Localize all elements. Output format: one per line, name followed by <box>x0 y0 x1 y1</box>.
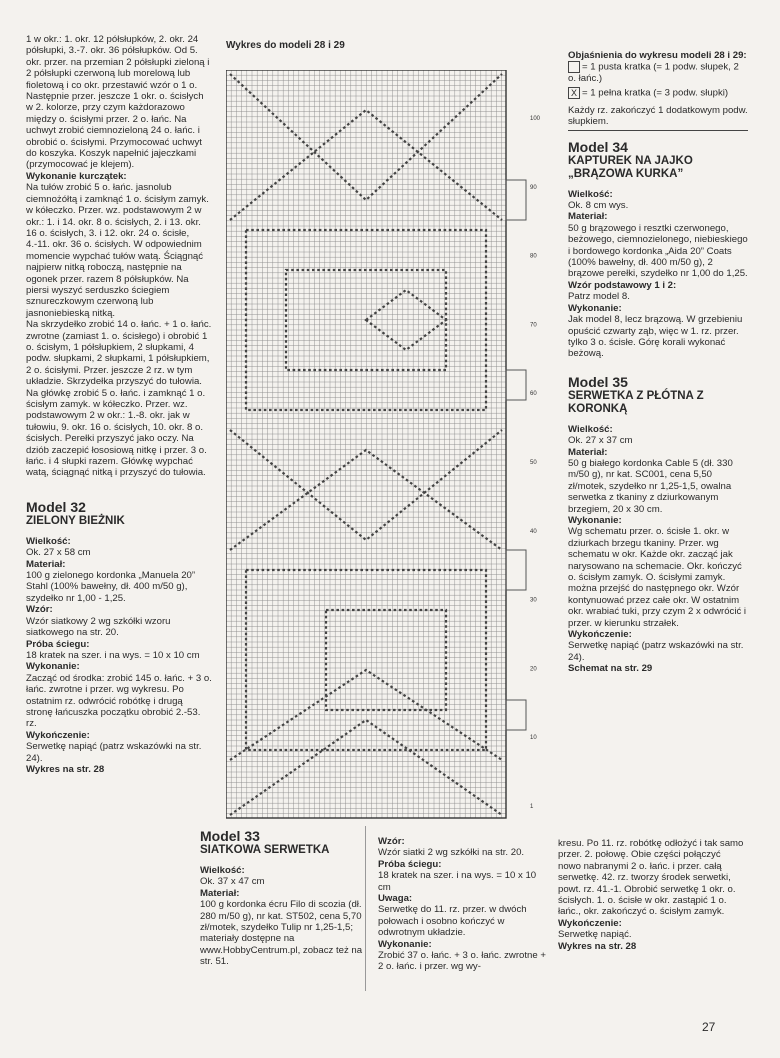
chart-row-label: 90 <box>530 184 537 191</box>
model33-size: Ok. 37 x 47 cm <box>200 876 265 888</box>
model33-work-heading: Wykonanie: <box>378 938 432 950</box>
model33-title: Model 33 <box>200 828 260 844</box>
filet-chart <box>226 70 556 820</box>
model32-subtitle: ZIELONY BIEŻNIK <box>26 514 125 527</box>
model35-size-heading: Wielkość: <box>568 423 613 435</box>
legend-full-text: = 1 pełna kratka (= 3 podw. słupki) <box>582 87 729 99</box>
chart-row-label: 30 <box>530 597 537 604</box>
model34-pattern-heading: Wzór podstawowy 1 i 2: <box>568 279 677 291</box>
model32-finish-heading: Wykończenie: <box>26 729 90 741</box>
chart-border <box>226 70 506 818</box>
legend-note: Każdy rz. zakończyć 1 dodatkowym podw. słupkiem. <box>568 104 748 128</box>
chart-row-label: 50 <box>530 460 537 466</box>
kurczatek-heading: Wykonanie kurczątek: <box>26 170 127 182</box>
model34-work: Jak model 8, lecz brązową. W grzebieniu opuścić czwarty ząb, więc w 1. rz. przer. tylko 3 o. ścisłe. Górę korali wykonać beżową. <box>568 314 743 360</box>
model33-subtitle: SIATKOWA SERWETKA <box>200 844 330 856</box>
intro-text: 1 w okr.: 1. okr. 12 półsłupków, 2. okr. 24 półsłupki, 3.-7. okr. 36 półsłupków. Od 5. okr. przer. na przemian 2 półsłupki zieloną i 2 półsłupki czerwoną lub morelową lub fioletową i co okr. przestawić wzór o 1 o. Następnie przer. jeszcze 1 okr. o. ścisłych w 2. kolorze, przy czym każdorazowo między o. ścisłymi przer. 2 o. łańc. Na uchwyt zrobić ciemnozieloną 24 o. łańc. i obrobić o. ścisłymi. Przymocować uchwyt do koszyka. Koszyk napełnić jajeczkami (przymocować je klejem). <box>26 34 210 171</box>
model33-material-heading: Materiał: <box>200 887 240 899</box>
chart-edge-tab <box>506 370 526 400</box>
chart-row-label: 100 <box>530 116 541 122</box>
chart-row-label: 80 <box>530 253 537 260</box>
model32-material-heading: Materiał: <box>26 558 66 570</box>
model32-gauge: 18 kratek na szer. i na wys. = 10 x 10 cm <box>26 649 200 661</box>
model32-chart-ref: Wykres na str. 28 <box>26 763 105 775</box>
model34-material-heading: Materiał: <box>568 211 608 223</box>
legend-full-row <box>568 87 748 99</box>
skrzydelko-text: Na skrzydełko zrobić 14 o. łańc. + 1 o. łańc. zwrotne (zamiast 1. o. ścisłego) i obrobić 1 o. ścisłym, 1 półsłupkiem, 2 słupkami, 4 podw. słupkami, 2 słupkami, 1 półsłupkiem, 2 o. ścisłymi. Przer. jeszcze 2 rz. w tym układzie. Skrzydełka przyszyć do tułowia. <box>26 319 212 388</box>
chart-motif <box>230 430 502 540</box>
chart-title: Wykres do modeli 28 i 29 <box>226 40 345 51</box>
model35-work-heading: Wykonanie: <box>568 514 622 526</box>
legend-title: Objaśnienia do wykresu modeli 28 i 29: <box>568 50 747 61</box>
model33-pattern-heading: Wzór: <box>378 836 405 847</box>
glowka-text: Na główkę zrobić 5 o. łańc. i zamknąć 1 o. ścisłym zamyk. w kółeczko. Przer. wz. podstawowym 2 w okr.: 1.-8. okr. jak w tułowiu, 9. okr. 16 o. ścisłych, 10. okr. 8 o. ścisłych. Perełki przyszyć jako oczy. Na dziób zaczepić łososiową nitkę i przer. 3 o. łańc. i 4 słupki razem. Główkę wypchać watą, ściągnąć nitką i przyszyć do tułowia. <box>26 387 207 479</box>
model33-right-column <box>558 838 744 952</box>
legend-empty-text: = 1 pusta kratka (= 1 podw. słupek, 2 o. łańc.) <box>568 61 739 85</box>
model32-size-heading: Wielkość: <box>26 535 71 547</box>
model33-pattern: Wzór siatki 2 wg szkółki na str. 20. <box>378 847 525 859</box>
model33-middle-column <box>378 836 550 973</box>
model34-pattern: Patrz model 8. <box>568 291 630 303</box>
model35-title: Model 35 <box>568 373 628 390</box>
legend-empty-row <box>568 61 748 84</box>
model33-column <box>200 828 368 968</box>
page-number: 27 <box>702 1020 716 1034</box>
model33-note-heading: Uwaga: <box>378 893 413 905</box>
model35-material: 50 g białego kordonka Cable 5 (dł. 330 m/50 g), nr kat. SC001, cena 5,50 zł/motek, szydełko nr 1,25-1,5, owalna serwetka z tkaniny z dziurkowanym brzegiem, 20 x 30 cm. <box>568 457 733 515</box>
chart-edge-tab <box>506 550 526 590</box>
model32-pattern-heading: Wzór: <box>26 604 53 616</box>
model33-size-heading: Wielkość: <box>200 865 245 876</box>
model34-work-heading: Wykonanie: <box>568 302 622 314</box>
chart-motif <box>230 110 502 220</box>
model32-pattern: Wzór siatkowy 2 wg szkółki wzoru siatkowego na str. 20. <box>26 615 171 639</box>
model33-material: 100 g kordonka écru Filo di scozia (dł. 280 m/50 g), nr kat. ST502, cena 5,70 zł/motek, szydełko Tulip nr 1,25-1,5; materiały dostępne na www.HobbyCentrum.pl, zobacz też na str. 51. <box>200 899 363 968</box>
model35-chart-ref: Schemat na str. 29 <box>568 663 653 675</box>
column-divider <box>365 826 366 991</box>
model34-material: 50 g brązowego i resztki czerwonego, beżowego, ciemnozielonego, niebieskiego i bordowego kordonka „Aida 20” Coats (100% bawełny, dł. 400 m/50 g), 2 brązowe perełki, szydełko nr 1,00 do 1,25. <box>568 222 748 280</box>
model34-title: Model 34 <box>568 138 628 155</box>
model35-size: Ok. 27 x 37 cm <box>568 435 633 447</box>
right-column <box>568 50 748 675</box>
chart-row-label: 20 <box>530 666 537 673</box>
chart-grid <box>226 70 506 818</box>
chart-motif <box>246 570 486 750</box>
chart-row-label: 40 <box>530 528 537 535</box>
model33-finish-heading: Wykończenie: <box>558 917 622 929</box>
left-column <box>26 34 212 775</box>
tulow-text: Na tułów zrobić 5 o. łańc. jasnolub ciemnożółtą i zamknąć 1 o. ścisłym zamyk. w kółeczko. Przer. wz. podstawowym 2 w okr.: 1. i 14. okr. 8 o. ścisłych, 2. i 13. okr. 16 o. ścisłych, 3. i 12. okr. 24 o. ścisłe, 4.-11. okr. 36 o. ścisłych. W odpowiednim momencie wypchać tułów watą. Ściągnąć najpierw nitką roboczą, następnie na ogonek przer. razem 8 półsłupków. Na piersi wyszyć serduszko ściegiem sznureczkowym czerwoną lub jasnoniebieską nitką. <box>26 182 209 319</box>
model35-subtitle: SERWETKA Z PŁÓTNA Z KORONKĄ <box>568 389 704 415</box>
model32-work-heading: Wykonanie: <box>26 661 80 673</box>
model34-subtitle: KAPTUREK NA JAJKO „BRĄZOWA KURKA” <box>568 154 693 180</box>
filled-square-icon: X <box>568 87 580 99</box>
model32-size: Ok. 27 x 58 cm <box>26 547 91 559</box>
model33-note: Serwetkę do 11. rz. przer. w dwóch połowach i osobno kończyć w odwrotnym układzie. <box>378 904 527 939</box>
model32-finish: Serwetkę napiąć (patrz wskazówki na str. 24). <box>26 741 202 764</box>
model35-work: Wg schematu przer. o. ścisłe 1. okr. w dziurkach brzegu tkaniny. Przer. wg schematu w okr. Każde okr. zacząć jak narysowano na schemacie. Okr. kończyć o. ścisłym zamyk. O. ścisłymi zamyk. można przejść do następnego okr. Wzór kontynuować przez całe okr. W ostatnim okr. wrabiać tuki, przy czym 2 x odwrócić i przer. w kierunku strzałek. <box>568 526 747 629</box>
empty-square-icon <box>568 61 580 73</box>
divider <box>568 130 748 131</box>
model35-finish-heading: Wykończenie: <box>568 629 632 641</box>
chart-row-label: 1 <box>530 804 534 810</box>
model33-work: Zrobić 37 o. łańc. + 3 o. łańc. zwrotne + 2 o. łańc. i przer. wg wy- <box>378 950 546 973</box>
model35-material-heading: Materiał: <box>568 446 608 458</box>
model33-gauge-heading: Próba ściegu: <box>378 858 442 870</box>
model33-gauge: 18 kratek na szer. i na wys. = 10 x 10 cm <box>378 870 537 893</box>
model33-finish: Serwetkę napiąć. <box>558 929 632 941</box>
model33-work-continued: kresu. Po 11. rz. robótkę odłożyć i tak samo przer. 2. połowę. Obie części połączyć nowo nabranymi 2 o. łańc. i przer. całą serwetkę. 42. rz. tworzy środek serwetki, powt. rz. 41.-1. Obrobić serwetkę 1 okr. o. ścisłych. 1. o. ścisłe w okr. zastąpić 1 o. łańc., okr. zakończyć o. ścisłym zamyk. <box>558 838 744 918</box>
chart-edge-tab <box>506 180 526 220</box>
model34-size: Ok. 8 cm wys. <box>568 200 629 212</box>
model32-work: Zacząć od środka: zrobić 145 o. łańc. + 3 o. łańc. zwrotne i przer. wg wykresu. Po ostatnim rz. odwrócić robótkę i drugą stronę łańcuszka początku obrobić 2.-53. rz. <box>26 672 212 730</box>
model34-size-heading: Wielkość: <box>568 188 613 200</box>
chart-row-label: 60 <box>530 391 537 398</box>
chart-edge-tab <box>506 700 526 730</box>
model33-chart-ref: Wykres na str. 28 <box>558 940 637 952</box>
chart-motif <box>326 610 446 710</box>
model32-title: Model 32 <box>26 498 86 515</box>
chart-row-label: 70 <box>530 322 537 329</box>
chart-row-label: 10 <box>530 735 537 742</box>
model32-gauge-heading: Próba ściegu: <box>26 638 90 650</box>
model32-material: 100 g zielonego kordonka „Manuela 20” Stahl (100% bawełny, dł. 400 m/50 g), szydełko nr 1,00 - 1,25. <box>26 570 196 604</box>
chart-motif <box>230 74 502 200</box>
model35-finish: Serwetkę napiąć (patrz wskazówki na str. 24). <box>568 640 744 663</box>
